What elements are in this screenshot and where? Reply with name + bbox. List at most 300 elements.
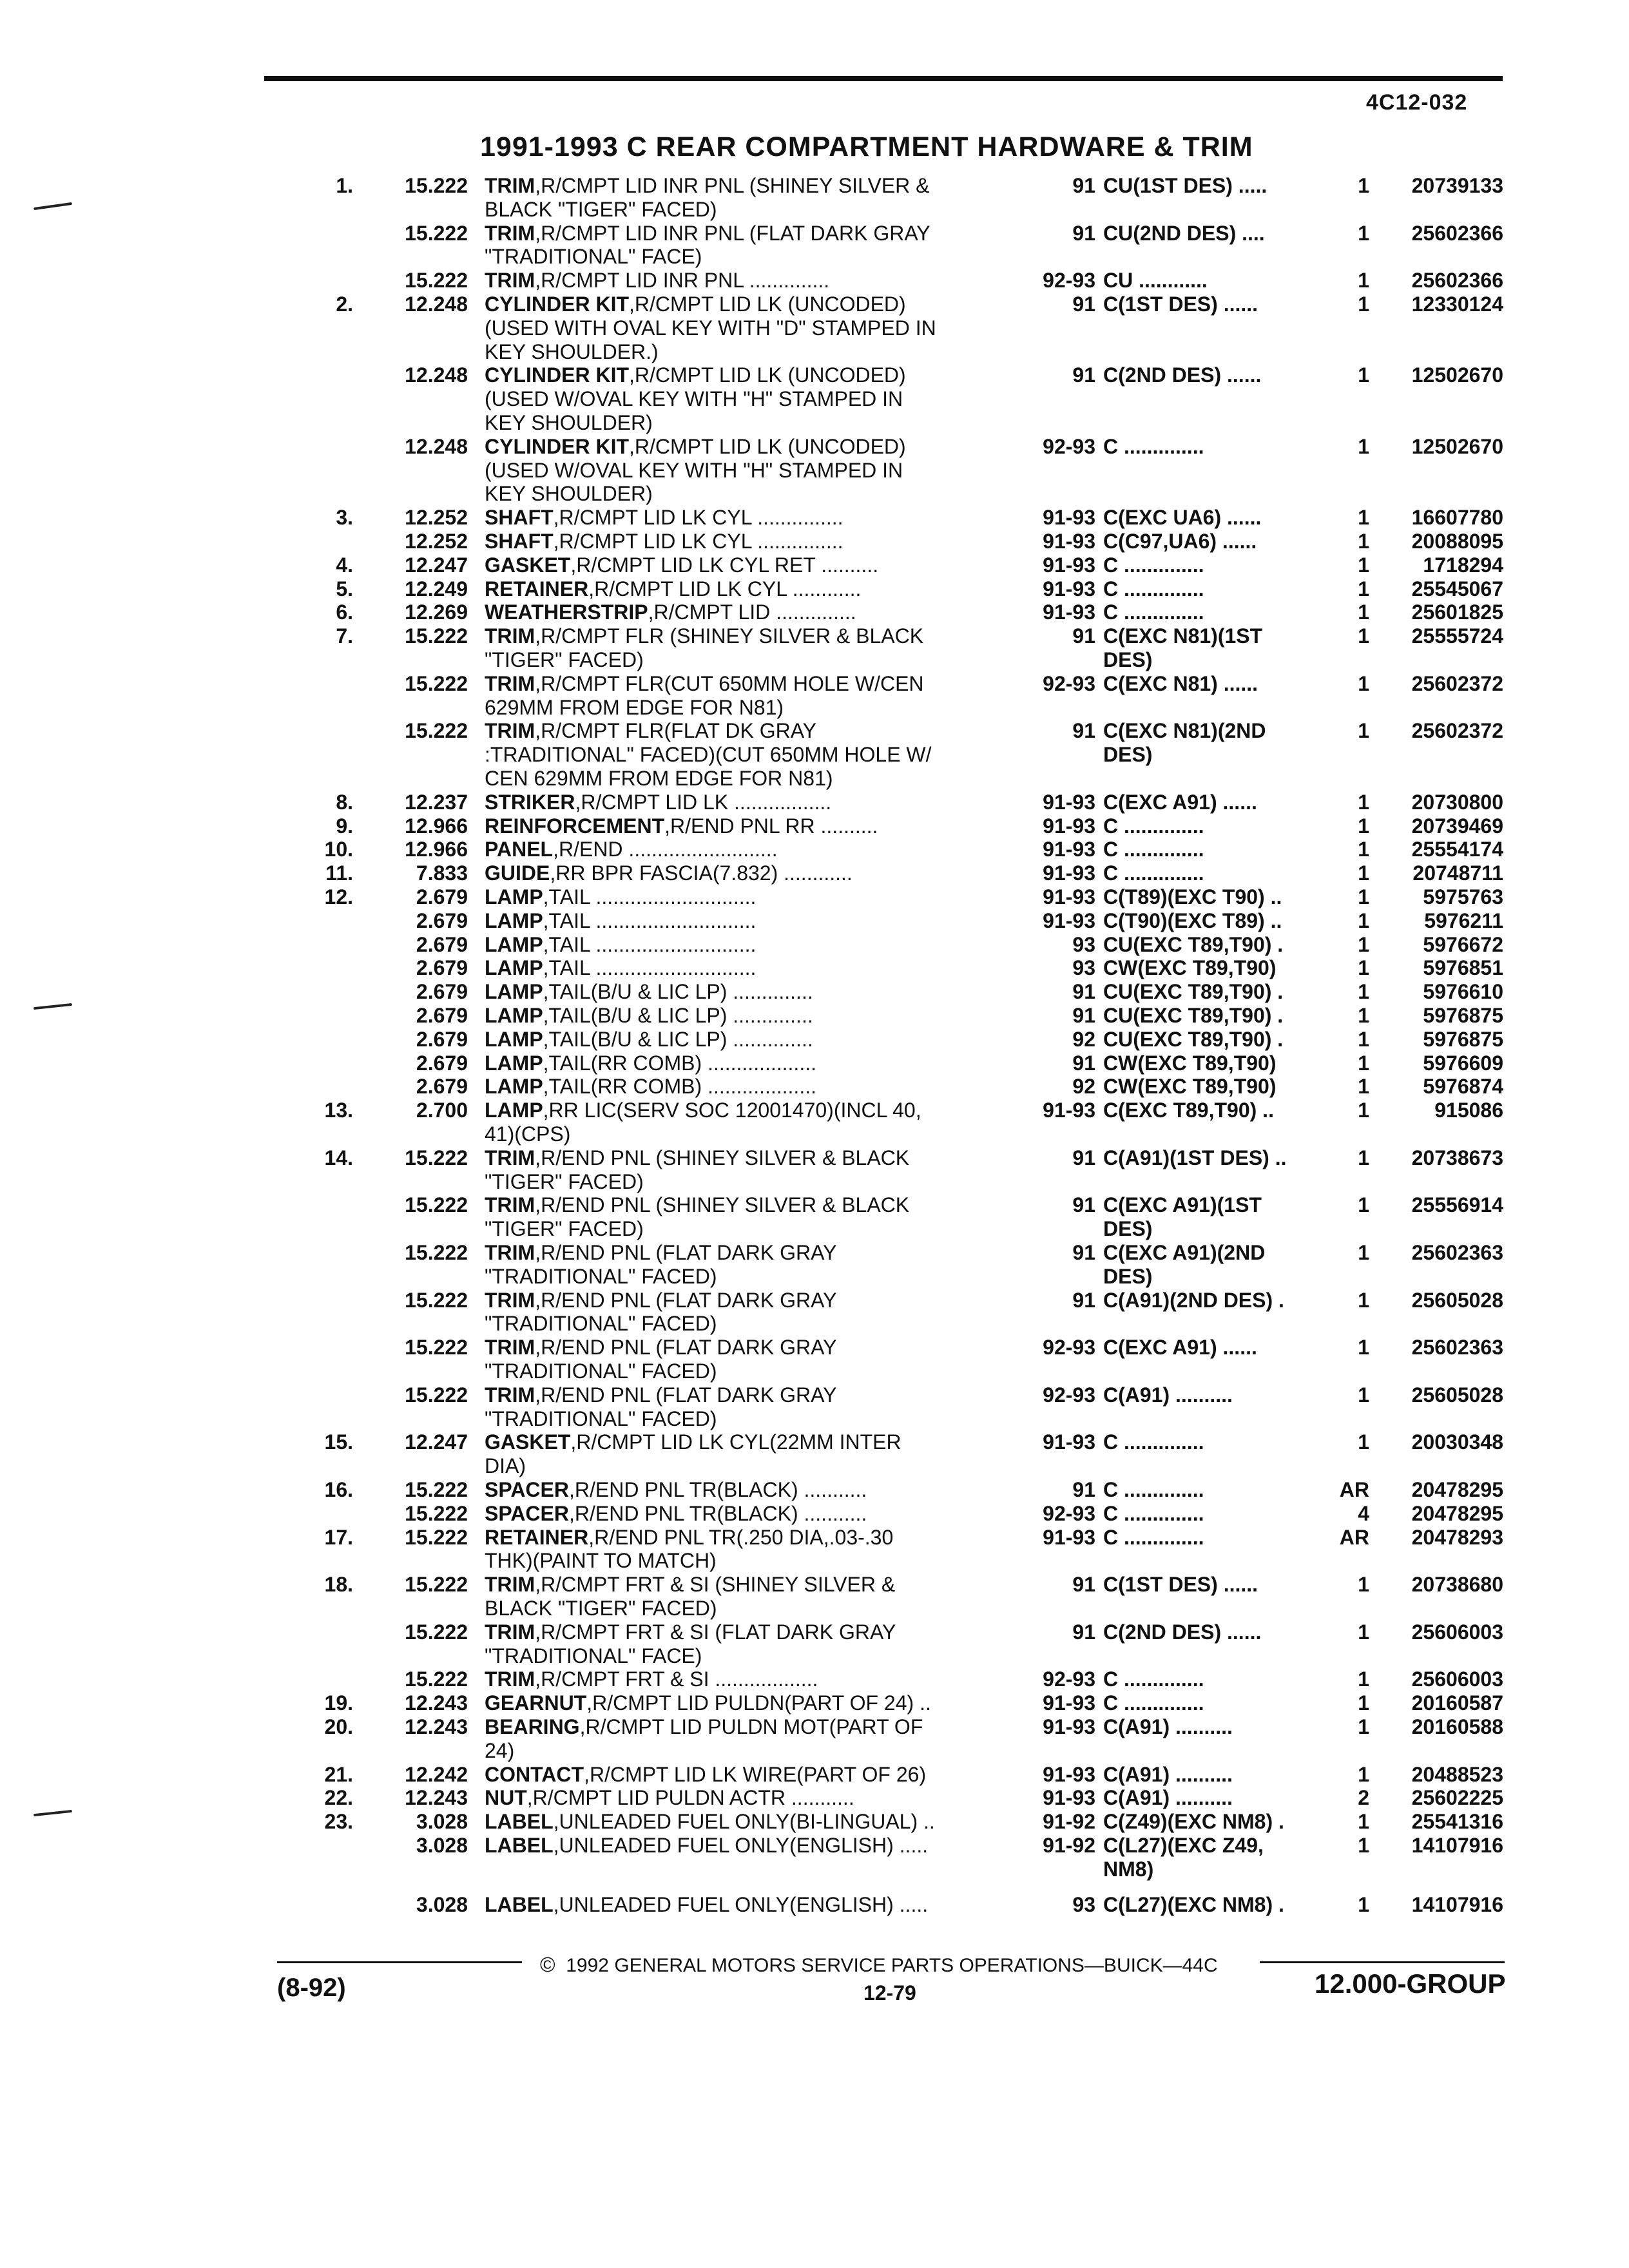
model-usage: C .............. — [1103, 1430, 1204, 1454]
model-years: 92-93 — [1043, 1667, 1095, 1691]
group-code: 3.028 — [416, 1834, 468, 1857]
quantity: 1 — [1358, 956, 1369, 980]
part-detail: ,R/CMPT LID LK CYL(22MM INTER — [570, 1430, 901, 1454]
quantity: 1 — [1358, 719, 1369, 743]
part-description — [485, 1099, 921, 1122]
model-usage: C(A91)(1ST DES) .. — [1103, 1146, 1287, 1169]
part-detail: ,TAIL(RR COMB) ................... — [543, 1051, 816, 1075]
model-usage: C(EXC UA6) ...... — [1103, 506, 1262, 530]
part-detail: ,R/END PNL TR(.250 DIA,.03-.30 — [588, 1525, 894, 1549]
description-continuation: "TRADITIONAL" FACED) — [485, 1312, 717, 1336]
model-usage: C(T89)(EXC T90) .. — [1103, 885, 1282, 908]
part-detail: ,R/CMPT LID PULDN MOT(PART OF — [579, 1715, 923, 1738]
model-years: 91 — [1072, 1620, 1095, 1644]
item-number: 21. — [324, 1762, 353, 1786]
item-number: 12. — [324, 885, 353, 908]
part-name: NUT — [485, 1786, 527, 1810]
footer-rule-left — [277, 1961, 522, 1963]
part-description — [485, 980, 813, 1003]
part-number: 12330124 — [1411, 293, 1503, 316]
quantity: 1 — [1358, 506, 1369, 530]
group-code: 15.222 — [405, 1667, 468, 1691]
part-number: 915086 — [1434, 1099, 1503, 1122]
model-years: 91 — [1072, 1004, 1095, 1027]
model-usage: C(T90)(EXC T89) .. — [1103, 908, 1282, 932]
model-years: 91-93 — [1043, 838, 1095, 861]
part-description — [485, 1241, 836, 1264]
group-code: 2.679 — [416, 1075, 468, 1099]
model-years: 91-93 — [1043, 530, 1095, 553]
group-code: 15.222 — [405, 1336, 468, 1360]
part-detail: ,R/CMPT FRT & SI .................. — [535, 1667, 818, 1691]
quantity: 1 — [1358, 932, 1369, 956]
group-code: 2.679 — [416, 932, 468, 956]
part-description — [485, 1289, 836, 1312]
part-name: TRIM — [485, 1241, 535, 1264]
part-number: 5976875 — [1423, 1004, 1503, 1027]
part-detail: ,TAIL ............................ — [543, 908, 757, 932]
group-code: 15.222 — [405, 1288, 468, 1312]
part-name: LAMP — [485, 908, 543, 932]
quantity: 1 — [1358, 174, 1369, 197]
model-usage: C(EXC A91)(2ND DES) — [1103, 1241, 1266, 1288]
part-detail: ,TAIL(B/U & LIC LP) .............. — [543, 1004, 813, 1027]
part-detail: ,R/END .......................... — [553, 838, 778, 861]
page-number: 12-79 — [863, 1981, 916, 2004]
model-years: 92-93 — [1043, 269, 1095, 293]
part-name: TRIM — [485, 221, 535, 245]
page-code: 4C12-032 — [1366, 90, 1468, 115]
group-code: 12.249 — [405, 577, 468, 601]
quantity: AR — [1339, 1525, 1369, 1549]
model-years: 91 — [1072, 1146, 1095, 1169]
part-name: TRIM — [485, 1620, 535, 1644]
part-number: 20160588 — [1411, 1715, 1503, 1738]
part-detail: ,R/CMPT LID LK WIRE(PART OF 26) — [584, 1762, 927, 1786]
part-description — [485, 1478, 867, 1501]
part-number: 25555724 — [1411, 624, 1503, 648]
description-continuation: "TRADITIONAL" FACED) — [485, 1407, 717, 1430]
item-number: 6. — [336, 601, 353, 624]
group-code: 15.222 — [405, 1146, 468, 1169]
part-name: SHAFT — [485, 530, 554, 553]
group-code: 15.222 — [405, 174, 468, 197]
part-number: 20478295 — [1411, 1478, 1503, 1501]
part-description — [485, 1526, 893, 1549]
part-number: 20738680 — [1411, 1573, 1503, 1597]
part-detail: ,R/CMPT LID INR PNL (FLAT DARK GRAY — [535, 221, 930, 245]
quantity: 1 — [1358, 1146, 1369, 1169]
margin-mark — [34, 1810, 72, 1816]
model-usage: CU(1ST DES) ..... — [1103, 174, 1268, 197]
quantity: 1 — [1358, 838, 1369, 861]
group-code: 12.242 — [405, 1762, 468, 1786]
quantity: 2 — [1358, 1786, 1369, 1810]
part-name: SPACER — [485, 1478, 569, 1501]
part-description — [485, 1502, 867, 1525]
part-name: TRIM — [485, 671, 535, 695]
model-usage: C(C97,UA6) ...... — [1103, 530, 1257, 553]
group-code: 15.222 — [405, 1573, 468, 1597]
model-years: 93 — [1072, 956, 1095, 980]
part-number: 5976874 — [1423, 1075, 1503, 1099]
model-usage: CU(EXC T89,T90) . — [1103, 1004, 1284, 1027]
item-number: 19. — [324, 1691, 353, 1715]
part-number: 25602366 — [1411, 221, 1503, 245]
description-continuation: "TIGER" FACED) — [485, 648, 644, 671]
model-years: 92-93 — [1043, 1336, 1095, 1360]
group-code: 15.222 — [405, 1501, 468, 1525]
part-description — [485, 909, 756, 932]
quantity: 1 — [1358, 1027, 1369, 1051]
model-years: 92-93 — [1043, 1501, 1095, 1525]
item-number: 7. — [336, 624, 353, 648]
group-code: 3.028 — [416, 1810, 468, 1834]
part-detail: ,R/CMPT LID LK CYL ............ — [588, 577, 862, 601]
part-description — [485, 553, 878, 577]
model-years: 91 — [1072, 980, 1095, 1004]
part-description — [485, 1620, 896, 1644]
copyright-symbol: © — [540, 1953, 555, 1976]
part-number: 25602372 — [1411, 719, 1503, 743]
group-code: 12.269 — [405, 601, 468, 624]
part-description — [485, 1430, 901, 1454]
model-years: 92-93 — [1043, 434, 1095, 458]
part-detail: ,R/END PNL (FLAT DARK GRAY — [535, 1336, 837, 1360]
part-number: 25605028 — [1411, 1383, 1503, 1407]
quantity: 1 — [1358, 1715, 1369, 1738]
part-number: 20748711 — [1412, 861, 1503, 885]
part-description — [485, 861, 853, 885]
model-years: 91-93 — [1043, 1786, 1095, 1810]
description-continuation: (USED WITH OVAL KEY WITH "D" STAMPED IN KEY SHOULDER.) — [485, 316, 936, 363]
quantity: 1 — [1358, 1892, 1369, 1916]
part-detail: ,R/CMPT LID LK CYL ............... — [553, 530, 843, 553]
model-years: 93 — [1072, 1892, 1095, 1916]
part-name: GASKET — [485, 553, 571, 577]
part-detail: ,R/END PNL (FLAT DARK GRAY — [535, 1288, 837, 1312]
description-continuation: BLACK "TIGER" FACED) — [485, 197, 717, 221]
quantity: 1 — [1358, 1834, 1369, 1857]
group-code: 12.247 — [405, 553, 468, 577]
quantity: 1 — [1358, 1810, 1369, 1834]
item-number: 18. — [324, 1573, 353, 1597]
model-usage: C .............. — [1103, 553, 1204, 577]
part-name: TRIM — [485, 719, 535, 743]
model-years: 91 — [1072, 719, 1095, 743]
quantity: 1 — [1358, 790, 1369, 814]
model-usage: C .............. — [1103, 1478, 1204, 1501]
part-description — [485, 1810, 935, 1833]
group-code: 15.222 — [405, 1478, 468, 1501]
model-years: 91-93 — [1043, 553, 1095, 577]
model-years: 91 — [1072, 1478, 1095, 1501]
part-detail: ,R/CMPT LID PULDN(PART OF 24) .. — [586, 1691, 931, 1715]
part-name: WEATHERSTRIP — [485, 601, 648, 624]
part-name: TRIM — [485, 1667, 535, 1691]
model-usage: C(EXC A91) ...... — [1103, 1336, 1257, 1360]
part-name: LAMP — [485, 980, 543, 1004]
model-years: 91-93 — [1043, 1715, 1095, 1738]
part-detail: ,R/CMPT LID PULDN ACTR ........... — [526, 1786, 854, 1810]
group-code: 2.679 — [416, 980, 468, 1004]
model-years: 91-93 — [1043, 790, 1095, 814]
part-name: TRIM — [485, 174, 535, 197]
part-number: 5976609 — [1423, 1051, 1503, 1075]
part-detail: ,R/CMPT FLR(FLAT DK GRAY — [535, 719, 816, 743]
part-number: 20739469 — [1411, 814, 1503, 838]
group-code: 15.222 — [405, 221, 468, 245]
part-number: 20030348 — [1411, 1430, 1503, 1454]
margin-mark — [34, 1003, 72, 1010]
item-number: 11. — [325, 861, 353, 885]
model-years: 91-93 — [1043, 885, 1095, 908]
part-name: TRIM — [485, 1193, 535, 1217]
part-name: CYLINDER KIT — [485, 293, 629, 316]
part-description — [485, 601, 856, 624]
part-name: LAMP — [485, 956, 543, 980]
quantity: 1 — [1358, 1383, 1369, 1407]
part-name: TRIM — [485, 1383, 535, 1407]
quantity: 1 — [1358, 1193, 1369, 1217]
part-name: CONTACT — [485, 1762, 584, 1786]
model-usage: C(1ST DES) ...... — [1103, 293, 1258, 316]
copyright-line — [540, 1953, 1218, 1977]
description-continuation: 24) — [485, 1738, 515, 1762]
model-usage: CW(EXC T89,T90) — [1103, 1051, 1277, 1075]
part-detail: ,R/CMPT LID LK (UNCODED) — [629, 363, 906, 387]
part-number: 12502670 — [1411, 363, 1503, 387]
part-description — [485, 1763, 926, 1786]
part-number: 25606003 — [1411, 1620, 1503, 1644]
part-detail: ,TAIL ............................ — [543, 885, 757, 908]
description-continuation: THK)(PAINT TO MATCH) — [485, 1549, 717, 1573]
group-code: 12.243 — [405, 1715, 468, 1738]
part-number: 20738673 — [1411, 1146, 1503, 1169]
part-name: TRIM — [485, 1336, 535, 1360]
quantity: 1 — [1358, 1691, 1369, 1715]
quantity: 1 — [1358, 269, 1369, 293]
part-number: 25602372 — [1411, 671, 1503, 695]
description-continuation: (USED W/OVAL KEY WITH "H" STAMPED IN KEY SHOULDER) — [485, 458, 903, 506]
part-description — [485, 1146, 909, 1169]
model-years: 91-93 — [1043, 506, 1095, 530]
part-number: 20478293 — [1411, 1525, 1503, 1549]
part-name: CYLINDER KIT — [485, 363, 629, 387]
item-number: 3. — [336, 506, 353, 530]
item-number: 13. — [324, 1099, 353, 1122]
part-detail: ,RR BPR FASCIA(7.832) ............ — [550, 861, 853, 885]
item-number: 16. — [324, 1478, 353, 1501]
part-description — [485, 1691, 931, 1715]
model-years: 92 — [1072, 1075, 1095, 1099]
part-description — [485, 174, 930, 197]
item-number: 1. — [336, 174, 353, 197]
model-usage: C .............. — [1103, 861, 1204, 885]
item-number: 2. — [336, 293, 353, 316]
part-number: 25602363 — [1411, 1241, 1503, 1264]
model-years: 91-93 — [1043, 1691, 1095, 1715]
quantity: 1 — [1358, 293, 1369, 316]
model-years: 91 — [1072, 624, 1095, 648]
item-number: 8. — [336, 790, 353, 814]
part-name: TRIM — [485, 624, 535, 648]
group-code: 2.679 — [416, 1004, 468, 1027]
quantity: 1 — [1358, 861, 1369, 885]
part-description — [485, 719, 816, 742]
model-years: 92-93 — [1043, 1383, 1095, 1407]
part-description — [485, 222, 930, 245]
quantity: 1 — [1358, 1762, 1369, 1786]
quantity: 1 — [1358, 1620, 1369, 1644]
part-name: TRIM — [485, 269, 535, 293]
group-code: 15.222 — [405, 1620, 468, 1644]
quantity: 1 — [1358, 624, 1369, 648]
item-number: 15. — [324, 1430, 353, 1454]
part-detail: ,R/CMPT LID LK (UNCODED) — [629, 434, 906, 458]
part-description — [485, 1052, 816, 1075]
part-detail: ,UNLEADED FUEL ONLY(ENGLISH) ..... — [553, 1892, 929, 1916]
part-number: 12502670 — [1411, 434, 1503, 458]
model-usage: C(EXC A91) ...... — [1103, 790, 1257, 814]
model-usage: CW(EXC T89,T90) — [1103, 956, 1277, 980]
part-number: 25556914 — [1411, 1193, 1503, 1217]
part-detail: ,TAIL(B/U & LIC LP) .............. — [543, 980, 813, 1004]
model-usage: C(2ND DES) ...... — [1103, 1620, 1262, 1644]
model-usage: C .............. — [1103, 434, 1204, 458]
part-detail: ,UNLEADED FUEL ONLY(ENGLISH) ..... — [553, 1834, 929, 1857]
item-number: 4. — [336, 553, 353, 577]
model-years: 91-92 — [1043, 1810, 1095, 1834]
part-number: 25601825 — [1411, 601, 1503, 624]
part-detail: ,R/CMPT LID LK CYL ............... — [553, 506, 843, 530]
group-code: 2.679 — [416, 1027, 468, 1051]
quantity: 1 — [1358, 601, 1369, 624]
model-usage: C .............. — [1103, 838, 1204, 861]
model-usage: C(EXC A91)(1ST DES) — [1103, 1193, 1262, 1241]
description-continuation: "TIGER" FACED) — [485, 1217, 644, 1241]
quantity: 1 — [1358, 553, 1369, 577]
group-code: 2.679 — [416, 885, 468, 908]
part-description — [485, 838, 778, 861]
group-code: 15.222 — [405, 1525, 468, 1549]
part-number: 14107916 — [1411, 1834, 1503, 1857]
part-name: RETAINER — [485, 1525, 589, 1549]
part-name: RETAINER — [485, 577, 589, 601]
model-usage: CU(2ND DES) .... — [1103, 221, 1265, 245]
part-detail: ,UNLEADED FUEL ONLY(BI-LINGUAL) .. — [553, 1810, 935, 1834]
part-detail: ,R/END PNL (SHINEY SILVER & BLACK — [535, 1193, 910, 1217]
group-code: 12.966 — [405, 814, 468, 838]
quantity: 1 — [1358, 434, 1369, 458]
part-number: 5976875 — [1423, 1027, 1503, 1051]
group-code: 15.222 — [405, 269, 468, 293]
part-detail: ,R/CMPT LID .............. — [648, 601, 856, 624]
quantity: 1 — [1358, 1075, 1369, 1099]
part-description — [485, 1573, 895, 1596]
part-name: TRIM — [485, 1146, 535, 1169]
model-usage: CU ............ — [1103, 269, 1208, 293]
description-continuation: DIA) — [485, 1454, 526, 1478]
item-number: 5. — [336, 577, 353, 601]
group-code: 12.243 — [405, 1691, 468, 1715]
model-years: 91 — [1072, 1051, 1095, 1075]
model-usage: C(EXC T89,T90) .. — [1103, 1099, 1274, 1122]
group-code: 2.679 — [416, 908, 468, 932]
part-number: 25554174 — [1411, 838, 1503, 861]
part-number: 5975763 — [1423, 885, 1503, 908]
part-description — [485, 1715, 923, 1738]
item-number: 20. — [324, 1715, 353, 1738]
group-code: 12.243 — [405, 1786, 468, 1810]
part-detail: ,R/CMPT LID INR PNL .............. — [535, 269, 830, 293]
part-detail: ,TAIL ............................ — [543, 932, 757, 956]
item-number: 10. — [324, 838, 353, 861]
group-code: 12.248 — [405, 434, 468, 458]
group-number: 12.000-GROUP — [1315, 1968, 1506, 1999]
model-years: 91-93 — [1043, 1430, 1095, 1454]
part-name: LAMP — [485, 932, 543, 956]
part-name: LAMP — [485, 1075, 543, 1099]
part-description — [485, 1004, 813, 1027]
part-number: 20488523 — [1411, 1762, 1503, 1786]
part-detail: ,R/CMPT LID LK CYL RET .......... — [570, 553, 879, 577]
quantity: 1 — [1358, 1667, 1369, 1691]
description-continuation: "TRADITIONAL" FACED) — [485, 1264, 717, 1288]
quantity: 1 — [1358, 363, 1369, 387]
part-number: 20730800 — [1411, 790, 1503, 814]
part-name: TRIM — [485, 1288, 535, 1312]
part-detail: ,TAIL(RR COMB) ................... — [543, 1075, 816, 1099]
group-code: 15.222 — [405, 624, 468, 648]
part-description — [485, 624, 923, 648]
part-number: 25545067 — [1411, 577, 1503, 601]
model-usage: C(EXC N81)(1ST DES) — [1103, 624, 1263, 671]
description-continuation: 41)(CPS) — [485, 1122, 571, 1146]
part-description — [485, 1834, 928, 1857]
part-description — [485, 506, 843, 529]
group-code: 12.237 — [405, 790, 468, 814]
description-continuation: (USED W/OVAL KEY WITH "H" STAMPED IN KEY SHOULDER) — [485, 387, 903, 434]
part-name: LAMP — [485, 1004, 543, 1027]
group-code: 15.222 — [405, 1241, 468, 1264]
model-years: 91 — [1072, 1288, 1095, 1312]
group-code: 12.247 — [405, 1430, 468, 1454]
model-years: 91-93 — [1043, 1762, 1095, 1786]
quantity: 4 — [1358, 1501, 1369, 1525]
part-name: GASKET — [485, 1430, 571, 1454]
quantity: 1 — [1358, 1336, 1369, 1360]
part-description — [485, 530, 843, 553]
item-number: 23. — [324, 1810, 353, 1834]
model-usage: C .............. — [1103, 814, 1204, 838]
part-name: STRIKER — [485, 790, 575, 814]
group-code: 12.252 — [405, 506, 468, 530]
quantity: 1 — [1358, 671, 1369, 695]
description-continuation: "TRADITIONAL" FACE) — [485, 1644, 702, 1667]
part-name: PANEL — [485, 838, 554, 861]
part-description — [485, 293, 906, 316]
description-continuation: "TRADITIONAL" FACED) — [485, 1359, 717, 1383]
part-number: 1718294 — [1423, 553, 1503, 577]
model-usage: C(A91) .......... — [1103, 1762, 1233, 1786]
part-number: 5976672 — [1423, 932, 1503, 956]
model-years: 92 — [1072, 1027, 1095, 1051]
model-years: 91 — [1072, 1573, 1095, 1597]
part-detail: ,RR LIC(SERV SOC 12001470)(INCL 40, — [543, 1099, 921, 1122]
quantity: 1 — [1358, 908, 1369, 932]
part-name: SPACER — [485, 1501, 569, 1525]
